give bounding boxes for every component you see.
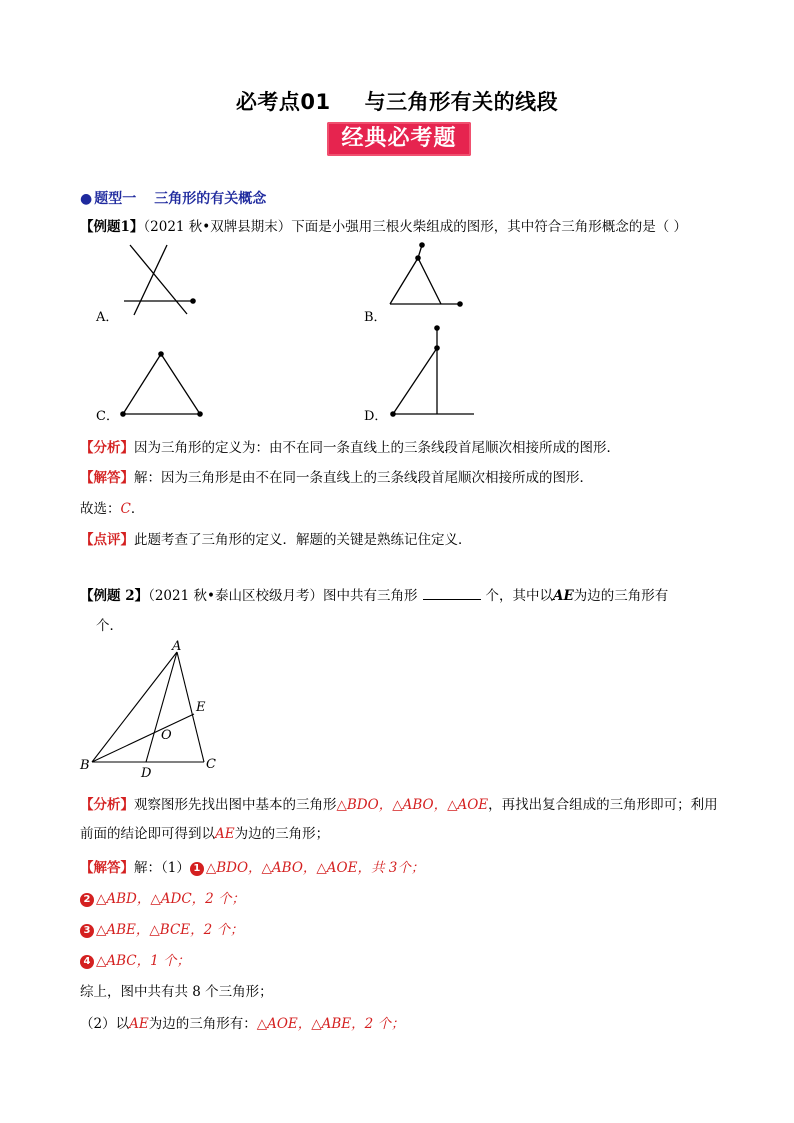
option-d-label: D． bbox=[364, 409, 388, 424]
part2-triangles: △AOE，△ABE，2 个； bbox=[256, 1016, 405, 1032]
example1-comment bbox=[80, 528, 472, 548]
example1-text: （2021 秋•双牌县期末）下面是小强用三根火柴组成的图形，其中符合三角形概念的是（ ） bbox=[143, 219, 688, 235]
option-a-label: A． bbox=[96, 310, 119, 325]
step-number-icon: 4 bbox=[80, 955, 94, 969]
option-a-figure bbox=[120, 245, 210, 320]
example1-solution bbox=[80, 466, 593, 486]
example2-ae: AE bbox=[552, 588, 574, 604]
step-1-text: △BDO，△ABO，△AOE，共 3个； bbox=[205, 860, 425, 876]
label-b: B bbox=[80, 758, 90, 773]
banner-text: 经典必考题 bbox=[341, 126, 457, 151]
solution-text: 解：因为三角形是由不在同一条直线上的三条线段首尾顺次相接所成的图形． bbox=[134, 470, 593, 486]
example2-question bbox=[80, 584, 668, 604]
analysis2-tag: 【分析】 bbox=[80, 797, 134, 813]
banner bbox=[327, 122, 471, 156]
step-2-text: △ABD，△ADC，2 个； bbox=[96, 891, 246, 907]
example2-analysis-line1 bbox=[80, 793, 718, 813]
answer-blank-1[interactable] bbox=[423, 587, 481, 600]
option-c-figure bbox=[120, 352, 205, 417]
bullet-icon: ● bbox=[80, 191, 93, 207]
option-c-label: C． bbox=[96, 409, 119, 424]
analysis2-ae: AE bbox=[215, 826, 235, 842]
analysis2-triangles: △BDO，△ABO，△AOE bbox=[336, 797, 489, 813]
analysis-text: 因为三角形的定义为：由不在同一条直线上的三条线段首尾顺次相接所成的图形． bbox=[134, 440, 620, 456]
example2-text-b: 个，其中以 bbox=[485, 588, 553, 604]
solution2-prefix: 解：（1） bbox=[134, 860, 190, 876]
option-d-figure bbox=[388, 328, 478, 418]
part2-text-a: （2）以 bbox=[80, 1016, 130, 1032]
example2-text-c: 为边的三角形有 bbox=[573, 588, 669, 604]
comment-tag: 【点评】 bbox=[80, 532, 134, 548]
page-title bbox=[0, 86, 794, 116]
example2-step3 bbox=[80, 918, 244, 938]
analysis2-text-c: ，再找出复合组成的三角形即可；利用 bbox=[488, 797, 718, 813]
section-label: 题型一 bbox=[94, 191, 137, 207]
label-a: A bbox=[172, 639, 182, 654]
choice-answer: C bbox=[120, 501, 131, 517]
part2-text-b: 为边的三角形有： bbox=[148, 1016, 257, 1032]
analysis2-text-2a: 前面的结论即可得到以 bbox=[80, 826, 215, 842]
label-d: D bbox=[141, 766, 152, 781]
analysis-tag: 【分析】 bbox=[80, 440, 134, 456]
example2-text-a: （2021 秋•泰山区校级月考）图中共有三角形 bbox=[148, 588, 418, 604]
example2-step2 bbox=[80, 887, 245, 907]
analysis2-text-2c: 为边的三角形； bbox=[234, 826, 330, 842]
option-b-label: B． bbox=[364, 310, 387, 325]
example2-summary bbox=[80, 980, 273, 1000]
example1-choice bbox=[80, 497, 144, 517]
step-number-icon: 3 bbox=[80, 924, 94, 938]
part2-ae: AE bbox=[129, 1016, 149, 1032]
solution2-tag: 【解答】 bbox=[80, 860, 134, 876]
choice-suffix: ． bbox=[130, 501, 145, 517]
example1-analysis bbox=[80, 436, 620, 456]
step-number-icon: 1 bbox=[190, 862, 204, 876]
title-part1: 必考点01 bbox=[235, 90, 331, 114]
step-4-text: △ABC，1 个； bbox=[96, 953, 191, 969]
label-c: C bbox=[206, 757, 216, 772]
choice-prefix: 故选： bbox=[80, 501, 121, 517]
example2-part2 bbox=[80, 1012, 405, 1032]
example2-label: 【例题 2】 bbox=[80, 588, 149, 604]
example2-solution-line1 bbox=[80, 856, 424, 876]
label-o: O bbox=[161, 728, 172, 743]
example2-step4 bbox=[80, 949, 190, 969]
example2-question-cont bbox=[96, 614, 123, 634]
example2-triangle-figure bbox=[78, 640, 228, 785]
example2-analysis-line2 bbox=[80, 822, 329, 842]
example2-text-d: 个． bbox=[96, 618, 123, 634]
comment-text: 此题考查了三角形的定义．解题的关键是熟练记住定义． bbox=[134, 532, 472, 548]
example1-question bbox=[80, 215, 687, 235]
solution-tag: 【解答】 bbox=[80, 470, 134, 486]
label-e: E bbox=[196, 700, 206, 715]
analysis2-text-a: 观察图形先找出图中基本的三角形 bbox=[134, 797, 337, 813]
summary-text: 综上，图中共有共 8 个三角形； bbox=[80, 984, 273, 1000]
option-b-figure bbox=[388, 245, 468, 310]
step-number-icon: 2 bbox=[80, 893, 94, 907]
example1-label: 【例题1】 bbox=[80, 219, 144, 235]
section-heading bbox=[80, 188, 266, 208]
step-3-text: △ABE，△BCE，2 个； bbox=[96, 922, 244, 938]
title-part2: 与三角形有关的线段 bbox=[364, 90, 559, 114]
section-title: 三角形的有关概念 bbox=[154, 191, 267, 207]
